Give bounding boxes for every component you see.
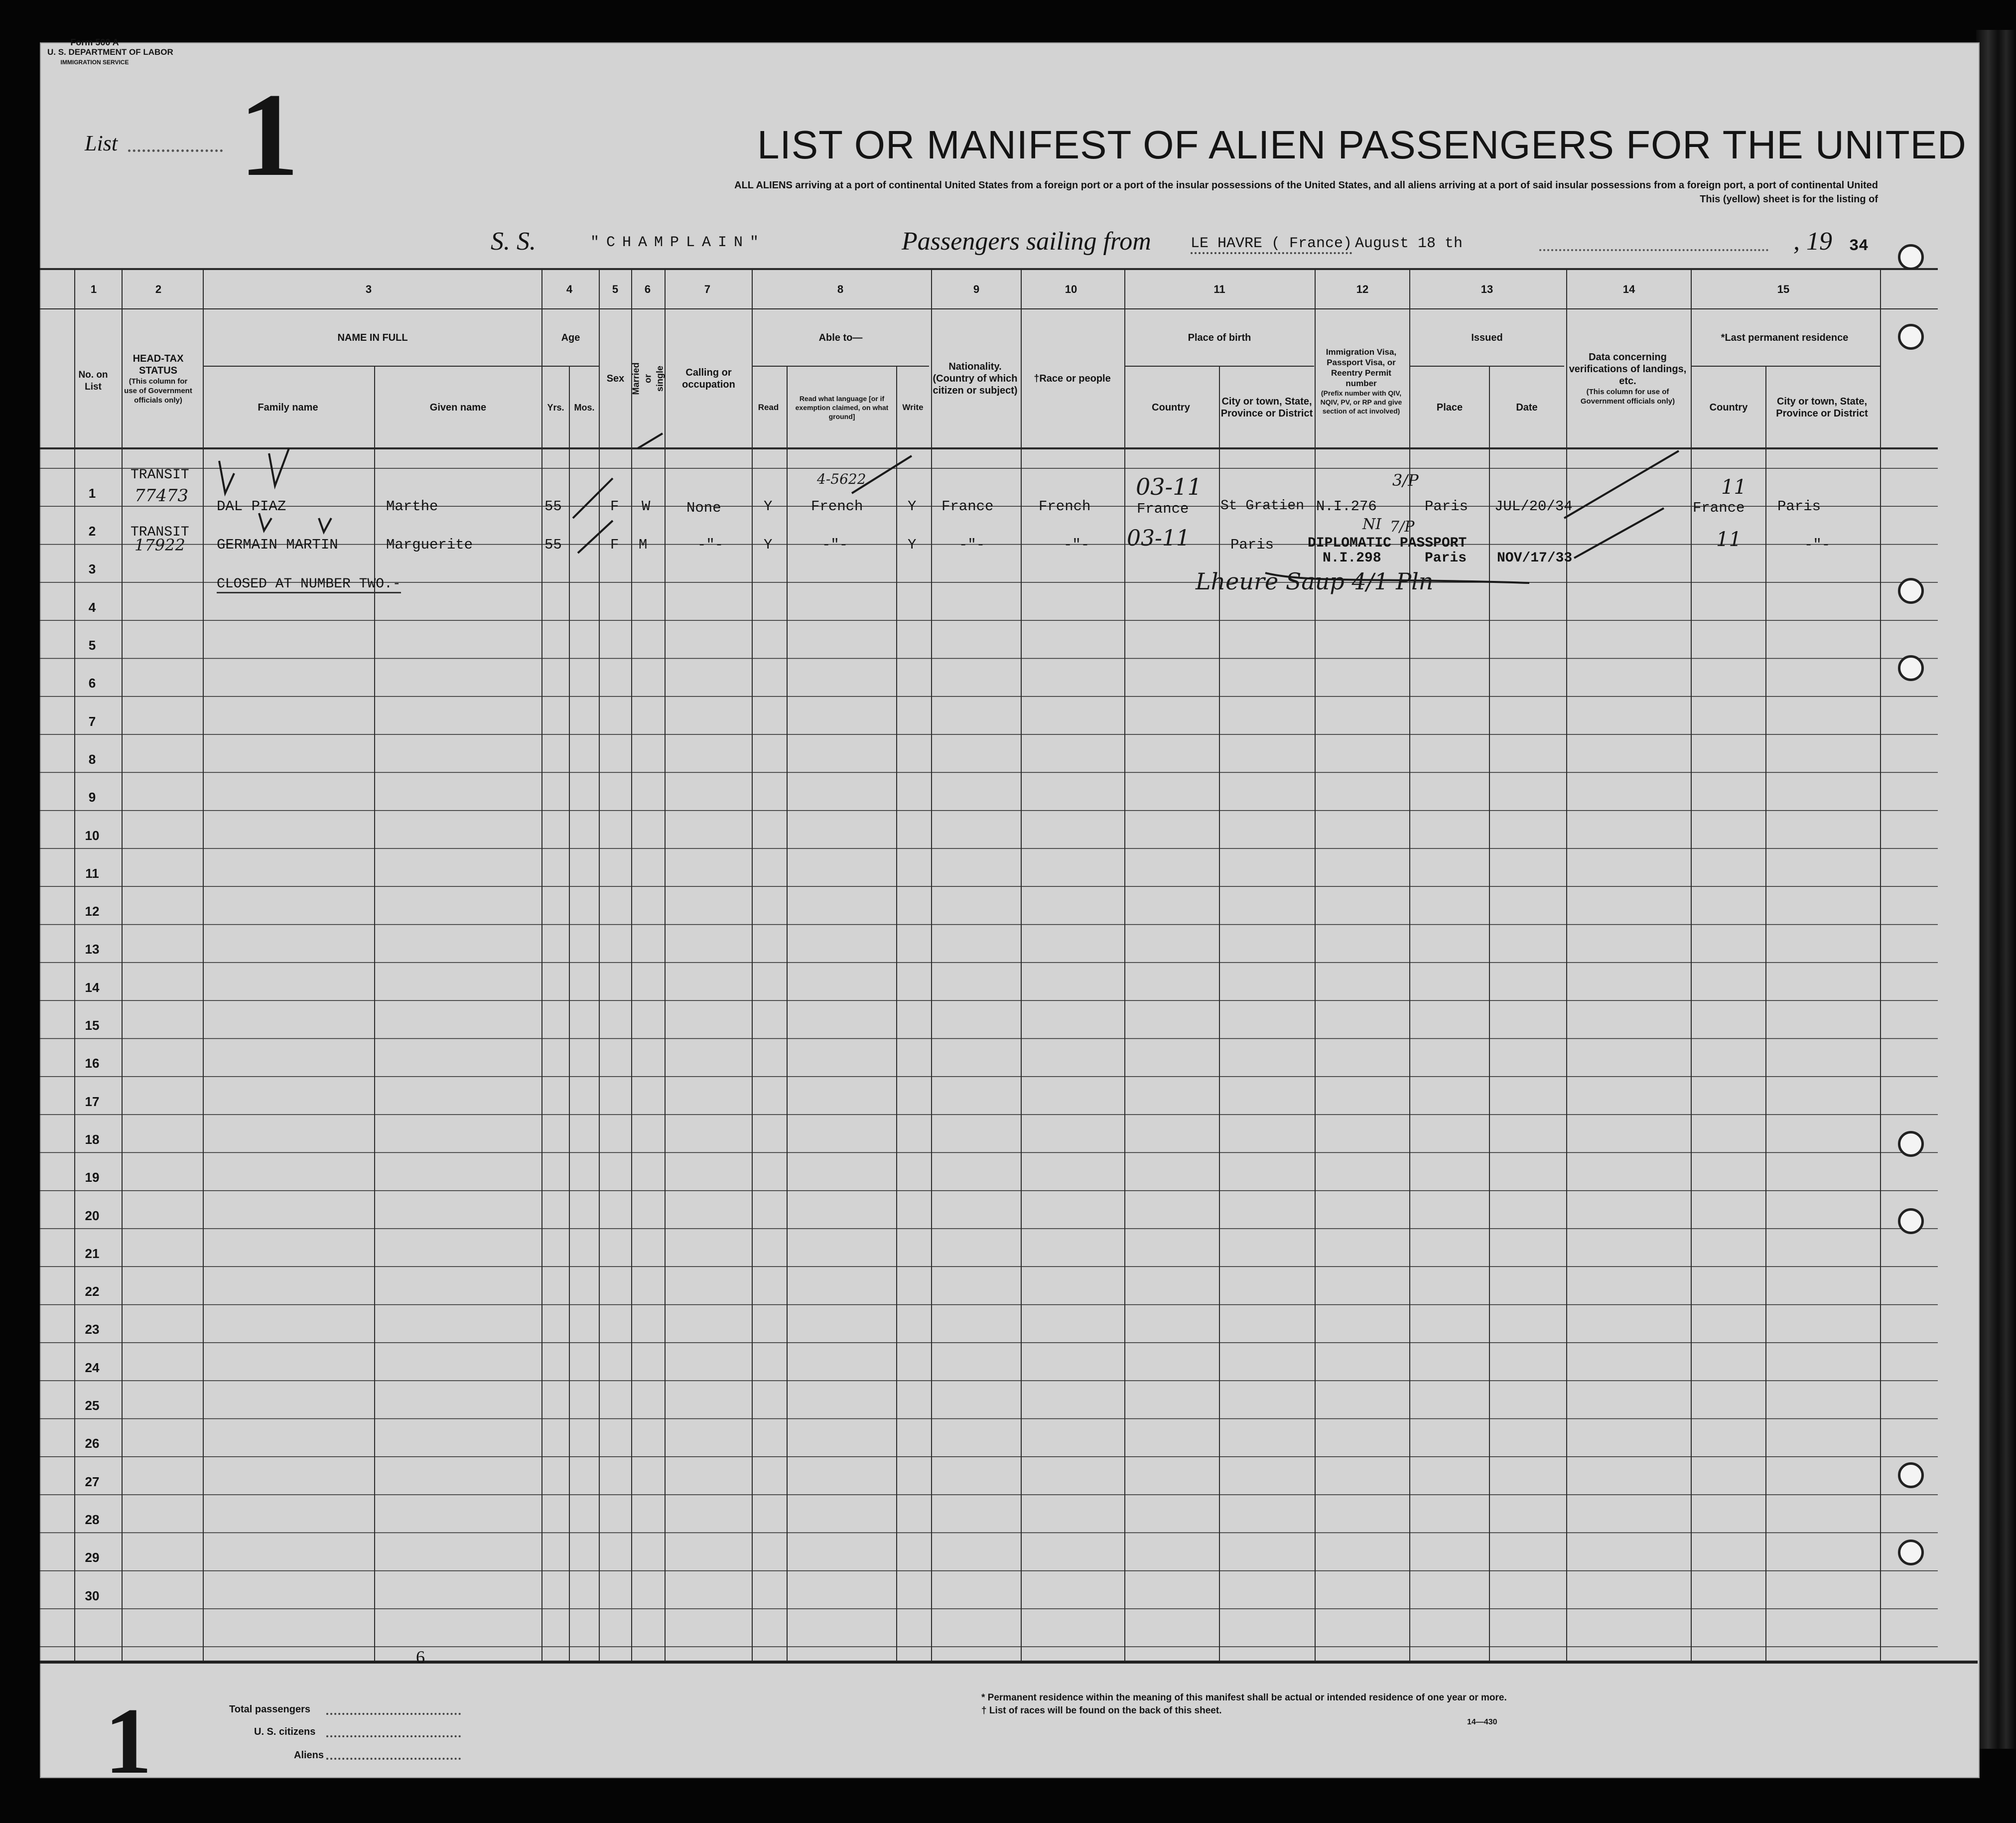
form-department: U. S. DEPARTMENT OF LABOR [47,47,173,57]
row2-write: Y [908,537,917,553]
row1-race: French [1039,498,1091,515]
row1-read: Y [764,498,773,515]
row-number: 8 [88,751,96,767]
row1-issued-date: JUL/20/34 [1494,498,1573,515]
header-yrs: Yrs. [547,402,564,413]
binder-hole [1898,324,1924,350]
row2-given-name: Marguerite [386,537,473,553]
row2-family-name: GERMAIN MARTIN [217,537,338,553]
header-last-residence: *Last permanent residence [1721,332,1849,343]
header-mos: Mos. [574,402,595,413]
row2-visa-stamp: DIPLOMATIC PASSPORT [1308,536,1467,551]
page-title: LIST OR MANIFEST OF ALIEN PASSENGERS FOR THE UNITED [757,123,1967,167]
header-issued-place: Place [1436,402,1463,413]
row-number: 3 [88,561,96,577]
departure-port: LE HAVRE ( France) [1191,235,1352,254]
read-language-label: Read what language [or if exemption claimed, on what ground] [795,394,889,421]
row2-head-tax-handwritten: 17922 [134,536,185,555]
row2-issued-place: Paris [1425,551,1467,566]
row-number: 19 [85,1170,100,1185]
row-number: 28 [85,1512,100,1527]
row1-birth-city: St Gratien [1220,498,1305,514]
row-number: 22 [85,1284,100,1299]
head-tax-note: (This column for use of Government officials only) [124,377,192,405]
race-label: †Race or people [1034,373,1111,384]
sailing-date: August 18 th [1355,235,1463,252]
form-service: IMMIGRATION SERVICE [60,59,129,66]
column-number: 10 [1065,283,1077,295]
res-city-label: City or town, State, Province or District [1776,396,1868,419]
verification-note: (This column for use of Government officials only) [1580,388,1675,406]
row2-res-handwritten: 11 [1716,528,1742,551]
stray-mark: 6 [416,1647,425,1667]
row-number: 11 [85,865,99,881]
row2-head-tax: TRANSIT [131,525,189,540]
row-number: 4 [88,599,96,615]
footnotes [981,1691,1507,1717]
row1-head-tax-handwritten: 77473 [134,486,189,506]
column-number: 2 [155,283,162,295]
row-number: 7 [88,713,96,729]
row-number: 30 [85,1588,100,1603]
column-number: 4 [566,283,573,295]
header-write: Write [902,402,924,412]
row2-race: -"- [1064,537,1090,553]
row1-head-tax: TRANSIT [131,467,189,483]
column-number: 9 [973,283,980,295]
header-age: Age [561,332,580,343]
visa-label: Immigration Visa, Passport Visa, or Reentry Permit number [1326,347,1397,388]
row2-visa-handwritten-b: 7/P [1390,518,1415,536]
row-number: 12 [85,904,100,919]
birth-city-label: City or town, State, Province or District [1220,396,1313,419]
row-number: 14 [85,980,100,995]
row1-age-yrs: 55 [544,498,562,515]
row-number: 25 [85,1398,100,1413]
row2-sex: F [610,537,619,553]
row-number: 1 [88,485,96,501]
signature: Lheure Saup 4/1 Pln [1196,568,1434,595]
row1-res-city: Paris [1777,498,1821,515]
header-birth-country: Country [1152,402,1190,413]
row2-occupation: -"- [697,537,724,553]
header-issued-date: Date [1516,402,1538,413]
intro-line-1: ALL ALIENS arriving at a port of continental United States from a foreign port or a port of the insular possessions of the United States, and all aliens arriving at a port of said insular possessions from a foreign port, a port of continental United [734,180,1878,191]
row1-birth-country: France [1137,501,1189,517]
calling-label: Calling or occupation [682,367,735,390]
row-number: 26 [85,1436,100,1451]
row-number: 9 [88,790,96,805]
row-number: 23 [85,1322,100,1337]
footer-list-number: 1 [105,1689,152,1794]
list-number: 1 [239,68,299,201]
verification-label: Data concerning verifications of landings, etc. [1569,352,1687,387]
header-name-in-full: NAME IN FULL [337,332,408,343]
column-number: 5 [612,283,619,295]
header-res-country: Country [1709,402,1748,413]
intro-line-2: This (yellow) sheet is for the listing of [1700,194,1878,205]
row1-family-name: DAL PIAZ [217,498,286,515]
row2-read: Y [764,537,773,553]
row1-language: French [811,498,863,515]
list-label: List [85,131,118,155]
row-number: 13 [85,942,100,957]
header-family-name: Family name [258,402,318,413]
row-number: 24 [85,1360,100,1375]
row2-language: -"- [822,537,848,553]
column-number: 7 [704,283,711,295]
row1-res-handwritten: 11 [1721,476,1747,499]
us-citizens-dots [326,1735,461,1737]
row2-issued-date: NOV/17/33 [1497,551,1573,566]
column-number: 8 [837,283,844,295]
row1-nationality: France [941,498,994,515]
row1-sex: F [610,498,619,515]
column-number: 14 [1622,283,1635,295]
row1-write: Y [908,498,917,515]
row2-nationality: -"- [959,537,985,553]
binder-hole [1898,1208,1924,1234]
row-number: 29 [85,1550,100,1565]
nationality-label: Nationality. (Country of which citizen or subject) [933,361,1018,396]
ship-name: "CHAMPLAIN" [590,234,766,251]
sailing-label: Passengers sailing from [902,227,1151,256]
column-number: 13 [1480,283,1493,295]
column-number: 1 [90,283,97,295]
visa-note: (Prefix number with QIV, NQIV, PV, or RP and give section of act involved) [1320,389,1402,415]
aliens-dots [326,1758,461,1760]
year-prefix: , 19 [1793,227,1832,256]
total-passengers-label: Total passengers [229,1704,311,1715]
row2-marital: M [639,537,648,553]
row-number: 21 [85,1246,100,1261]
row-number: 15 [85,1018,100,1033]
row1-occupation: None [686,500,721,516]
footnote-races: † List of races will be found on the back of this sheet. [981,1705,1222,1716]
row2-age-yrs: 55 [544,537,562,553]
binder-hole [1898,578,1924,604]
year-suffix: 34 [1849,237,1869,255]
binder-hole [1898,1540,1924,1565]
header-no-on-list: No. on List [78,370,108,392]
closed-note: CLOSED AT NUMBER TWO.- [217,576,401,593]
row1-visa: N.I.276 [1316,498,1377,515]
row-number: 27 [85,1474,100,1489]
row1-visa-handwritten: 3/P [1392,471,1419,490]
column-number: 6 [644,283,651,295]
row-number: 6 [88,676,96,691]
row-number: 10 [85,828,100,843]
row1-marital: W [642,498,651,515]
column-number: 11 [1213,283,1225,295]
row1-res-country: France [1693,500,1745,516]
column-number: 15 [1777,283,1790,295]
binder-hole [1898,1131,1924,1157]
header-place-of-birth: Place of birth [1188,332,1251,343]
binder-hole [1898,244,1924,270]
married-label: Married or single [631,362,665,395]
row1-issued-place: Paris [1425,498,1469,515]
footnote-residence: * Permanent residence within the meaning of this manifest shall be actual or intended residence of one year or more. [981,1692,1507,1703]
column-number: 12 [1356,283,1369,295]
form-code: 14—430 [1467,1718,1497,1726]
total-passengers-dots [326,1713,461,1715]
footer-rule [40,1661,1978,1664]
binder-hole [1898,655,1924,681]
binder-hole [1898,1462,1924,1488]
row-number: 20 [85,1208,100,1223]
aliens-label: Aliens [294,1750,324,1761]
us-citizens-label: U. S. citizens [254,1726,316,1737]
row2-res-city: -"- [1804,537,1831,553]
header-sex: Sex [606,373,625,384]
header-issued: Issued [1471,332,1503,343]
row2-visa: N.I.298 [1323,551,1381,566]
header-read: Read [758,402,779,412]
header-able-to: Able to— [818,332,863,343]
row-number: 5 [88,638,96,653]
form-number: Form 500 A [70,37,119,47]
ship-prefix: S. S. [491,227,536,256]
head-tax-title: HEAD-TAX STATUS [133,353,184,376]
row-number: 2 [88,524,96,539]
row2-birth-city: Paris [1230,537,1274,553]
row-number: 17 [85,1094,100,1109]
row2-birth-handwritten: 03-11 [1127,526,1190,551]
row2-visa-handwritten-a: NI [1362,516,1382,533]
row1-language-handwritten: 4-5622 [817,471,866,487]
row1-birth-handwritten: 03-11 [1136,473,1202,500]
row1-given-name: Marthe [386,498,438,515]
row-number: 16 [85,1056,100,1071]
column-number: 3 [365,283,372,295]
row-number: 18 [85,1131,100,1147]
header-given-name: Given name [429,402,487,413]
